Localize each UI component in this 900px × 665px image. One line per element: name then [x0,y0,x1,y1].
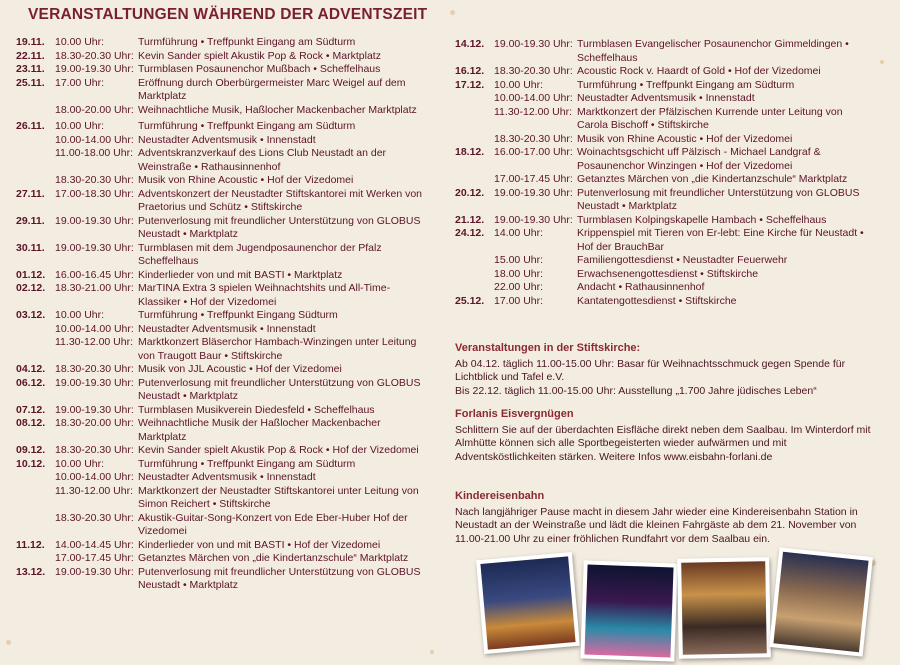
event-time: 10.00 Uhr: [55,120,105,132]
event-time: 17.00-18.30 Uhr: [55,187,134,200]
event-entry [455,295,875,309]
event-description: Neustadter Adventsmusik • Innenstadt [138,471,316,483]
event-date: 30.11. [16,241,45,254]
event-time: 18.30-20.30 Uhr: [55,363,134,375]
event-time: 10.00 Uhr: [55,457,105,470]
event-time: 10.00 Uhr: [494,78,544,91]
event-entry [16,147,428,174]
event-time: 10.00-14.00 Uhr: [55,471,134,483]
stiftskirche-line-2: Bis 22.12. täglich 11.00-15.00 Uhr: Ausstellung „1.700 Jahre jüdisches Leben“ [455,384,817,397]
event-entry [16,104,428,118]
event-description: Adventskonzert der Neustadter Stiftskantorei mit Werken von Praetorius und Schütz • Stiftskirche [138,187,423,213]
sparkle-decoration [880,60,884,64]
event-date: 09.12. [16,444,46,456]
event-date: 13.12. [16,565,46,578]
event-date [455,133,494,147]
event-list-left [16,36,428,593]
event-entry [16,512,428,539]
event-date [16,471,55,485]
event-description: Neustadter Adventsmusik • Innenstadt [138,133,316,146]
event-description: Eröffnung durch Oberbürgermeister Marc Weigel auf dem Marktplatz [138,76,406,102]
event-entry [455,214,875,228]
event-description: Kinderlieder von und mit BASTI • Marktplatz [138,268,343,281]
event-date: 01.12. [16,268,46,281]
event-date [16,104,55,118]
event-date [455,92,494,106]
event-time: 22.00 Uhr: [494,281,544,293]
event-time: 19.00-19.30 Uhr: [55,565,134,578]
event-entry [16,269,428,283]
event-time: 18.30-20.30 Uhr: [55,49,134,62]
event-date: 11.12. [16,538,45,551]
page-title: VERANSTALTUNGEN WÄHREND DER ADVENTSZEIT [28,6,428,23]
event-entry [16,134,428,148]
event-entry [16,63,428,77]
event-date: 02.12. [16,282,46,294]
event-description: Kevin Sander spielt Akustik Pop & Rock • Marktplatz [138,49,381,62]
event-time: 18.00 Uhr: [494,267,544,280]
event-entry [455,133,875,147]
event-entry [455,79,875,93]
event-time: 19.00-19.30 Uhr: [494,213,573,226]
event-entry [16,417,428,444]
sparkle-decoration [430,650,434,654]
event-description: Acoustic Rock v. Haardt of Gold • Hof der Vizedomei [577,65,821,77]
event-list-right [455,38,875,308]
event-description: Marktkonzert der Neustadter Stiftskantorei unter Leitung von Simon Reichert • Stiftskirche [138,484,419,510]
event-date: 17.12. [455,78,485,91]
event-date: 06.12. [16,376,46,389]
event-time: 14.00 Uhr: [494,227,544,239]
event-entry [455,268,875,282]
event-description: Musik von Rhine Acoustic • Hof der Vizedomei [577,132,793,145]
event-date: 03.12. [16,309,46,321]
kindereisenbahn-body: Nach langjähriger Pause macht in diesem Jahr wieder eine Kindereisenbahn Station in Neustadt an der Weinstraße und lädt die kleinen Fahrgäste ab dem 21. November von 11.00-21.00 Uhr zu einer fröhlichen Rundfahrt vor dem Saalbau ein. [455,505,858,545]
event-entry [16,50,428,64]
event-time: 17.00 Uhr: [55,76,105,89]
event-entry [455,187,875,214]
event-entry [16,539,428,553]
event-time: 19.00-19.30 Uhr: [494,186,573,199]
event-date: 21.12. [455,213,485,226]
event-date: 16.12. [455,65,485,77]
event-description: MarTINA Extra 3 spielen Weihnachtshits und All-Time-Klassiker • Hof der Vizedomei [138,282,391,308]
event-description: Putenverlosung mit freundlicher Unterstützung von GLOBUS Neustadt • Marktplatz [577,186,860,212]
event-time: 18.30-20.00 Uhr: [55,417,134,429]
event-date [16,134,55,148]
event-date [455,106,494,133]
event-description: Woinachtsgschicht uff Pälzisch - Michael Landgraf & Posaunenchor Winzingen • Hof der Vizedomei [577,146,821,172]
event-time: 18.30-20.30 Uhr: [494,65,573,77]
event-date: 10.12. [16,457,46,470]
event-entry [16,323,428,337]
event-date [16,147,55,174]
event-time: 17.00 Uhr: [494,294,544,307]
event-entry [16,174,428,188]
event-entry [16,444,428,458]
event-date [16,323,55,337]
event-entry [455,173,875,187]
event-entry [455,227,875,254]
event-date: 24.12. [455,227,485,239]
event-time: 10.00-14.00 Uhr: [55,133,134,146]
event-description: Kevin Sander spielt Akustik Pop & Rock • Hof der Vizedomei [138,444,419,456]
event-date [455,268,494,282]
event-time: 11.30-12.00 Uhr: [55,336,134,348]
event-time: 19.00-19.30 Uhr: [55,241,134,254]
event-date: 23.11. [16,63,45,75]
event-entry [16,77,428,104]
eisvergnuegen-heading: Forlanis Eisvergnügen [455,408,574,420]
event-entry [16,242,428,269]
event-entry [16,282,428,309]
event-date: 25.12. [455,294,485,307]
event-description: Neustadter Adventsmusik • Innenstadt [138,322,316,335]
event-entry [455,92,875,106]
event-date [455,254,494,268]
event-description: Kantatengottesdienst • Stiftskirche [577,294,737,307]
event-description: Kinderlieder von und mit BASTI • Hof der Vizedomei [138,538,381,551]
event-entry [16,36,428,50]
event-time: 16.00-17.00 Uhr: [494,146,573,158]
event-date [16,485,55,512]
stiftskirche-section [455,342,875,398]
event-date: 26.11. [16,120,45,132]
event-entry [16,552,428,566]
event-description: Marktkonzert der Pfälzischen Kurrende unter Leitung von Carola Bischoff • Stiftskirche [577,105,843,131]
event-date [16,174,55,188]
event-time: 10.00 Uhr: [55,309,105,321]
event-description: Erwachsenengottesdienst • Stiftskirche [577,267,759,280]
event-description: Turmblasen Kolpingskapelle Hambach • Scheffelhaus [577,213,827,226]
event-date [455,173,494,187]
event-description: Turmblasen Evangelischer Posaunenchor Gimmeldingen • Scheffelhaus [577,38,849,64]
event-date [455,281,494,295]
event-entry [16,377,428,404]
photo-half-timbered-houses [769,547,873,656]
event-entry [455,281,875,295]
event-date: 22.11. [16,49,45,62]
event-entry [455,38,875,65]
event-time: 10.00 Uhr: [55,36,105,48]
photo-people-market [677,557,771,659]
event-entry [455,254,875,268]
event-time: 15.00 Uhr: [494,254,544,266]
event-description: Turmführung • Treffpunkt Eingang am Südturm [577,78,795,91]
event-time: 17.00-17.45 Uhr: [55,552,134,564]
event-time: 17.00-17.45 Uhr: [494,173,573,185]
eisvergnuegen-section [455,408,875,464]
event-description: Turmführung • Treffpunkt Eingang am Südturm [138,120,356,132]
event-time: 19.00-19.30 Uhr: [55,63,134,75]
event-description: Turmführung • Treffpunkt Eingang Südturm [138,309,338,321]
event-entry [16,120,428,134]
event-description: Turmblasen Musikverein Diedesfeld • Scheffelhaus [138,403,375,416]
event-description: Neustadter Adventsmusik • Innenstadt [577,92,755,104]
event-entry [16,566,428,593]
event-description: Krippenspiel mit Tieren von Er-lebt: Eine Kirche für Neustadt • Hof der BrauchBar [577,227,864,253]
event-entry [455,106,875,133]
event-time: 18.30-20.30 Uhr: [55,511,134,524]
event-description: Turmführung • Treffpunkt Eingang am Südturm [138,457,356,470]
event-time: 18.30-21.00 Uhr: [55,282,134,294]
event-entry [16,215,428,242]
event-date: 20.12. [455,186,485,199]
event-date: 27.11. [16,187,45,200]
kindereisenbahn-heading: Kindereisenbahn [455,490,545,502]
event-entry [16,336,428,363]
event-time: 18.00-20.00 Uhr: [55,103,134,116]
event-description: Turmblasen mit dem Jugendposaunenchor der Pfalz Scheffelhaus [138,241,382,267]
event-description: Musik von Rhine Acoustic • Hof der Vizedomei [138,174,354,186]
stiftskirche-line-1: Ab 04.12. täglich 11.00-15.00 Uhr: Basar für Weihnachtsschmuck gegen Spende für Lichtblick und Tafel e.V. [455,357,846,383]
event-date: 14.12. [455,38,485,50]
event-description: Akustik-Guitar-Song-Konzert von Ede Eber-Huber Hof der Vizedomei [138,511,408,537]
event-description: Turmblasen Posaunenchor Mußbach • Scheffelhaus [138,63,381,75]
photo-market-lights [580,560,677,661]
event-entry [16,404,428,418]
event-description: Familiengottesdienst • Neustadter Feuerwehr [577,254,788,266]
event-entry [16,458,428,472]
event-entry [16,485,428,512]
event-date: 19.11. [16,36,45,48]
event-entry [16,471,428,485]
event-description: Getanztes Märchen von „die Kindertanzschule“ Marktplatz [138,552,409,564]
stiftskirche-heading: Veranstaltungen in der Stiftskirche: [455,342,641,354]
event-description: Musik von JJL Acoustic • Hof der Vizedomei [138,363,342,375]
event-date: 18.12. [455,146,485,158]
event-date [16,552,55,566]
event-date [16,512,55,539]
event-entry [16,188,428,215]
event-description: Andacht • Rathausinnenhof [577,281,705,293]
photo-collage [478,548,878,665]
event-time: 18.30-20.30 Uhr: [494,132,573,145]
event-date: 29.11. [16,214,45,227]
event-date [16,336,55,363]
event-time: 14.00-14.45 Uhr: [55,538,134,551]
event-description: Weihnachtliche Musik, Haßlocher Mackenbacher Marktplatz [138,103,417,116]
event-time: 11.30-12.00 Uhr: [494,105,573,118]
event-description: Weihnachtliche Musik der Haßlocher Mackenbacher Marktplatz [138,417,381,443]
event-description: Putenverlosung mit freundlicher Unterstützung von GLOBUS Neustadt • Marktplatz [138,565,421,591]
event-description: Marktkonzert Bläserchor Hambach-Winzingen unter Leitung von Traugott Baur • Stiftskirche [138,336,417,362]
event-time: 19.00-19.30 Uhr: [494,38,573,50]
kindereisenbahn-section [455,490,875,546]
eisvergnuegen-body: Schlittern Sie auf der überdachten Eisfläche direkt neben dem Saalbau. Im Winterdorf mit Almhütte können sich alle Sportbegeisterten wieder aufwärmen und mit Adventsköstlichkeiten stärken. Weitere Infos www.eisbahn-forlani.de [455,423,871,463]
photo-church-night [476,552,580,654]
event-date: 07.12. [16,403,46,416]
event-time: 19.00-19.30 Uhr: [55,214,134,227]
event-time: 16.00-16.45 Uhr: [55,268,134,281]
event-description: Putenverlosung mit freundlicher Unterstützung von GLOBUS Neustadt • Marktplatz [138,376,421,402]
event-time: 10.00-14.00 Uhr: [55,322,134,335]
event-description: Adventskranzverkauf des Lions Club Neustadt an der Weinstraße • Rathausinnenhof [138,147,387,173]
event-description: Turmführung • Treffpunkt Eingang am Südturm [138,36,356,48]
event-date: 04.12. [16,363,46,375]
sparkle-decoration [6,640,11,645]
event-time: 11.30-12.00 Uhr: [55,484,134,497]
event-time: 10.00-14.00 Uhr: [494,92,573,104]
event-time: 18.30-20.30 Uhr: [55,174,134,186]
event-entry [455,65,875,79]
event-time: 11.00-18.00 Uhr: [55,147,134,159]
event-description: Putenverlosung mit freundlicher Unterstützung von GLOBUS Neustadt • Marktplatz [138,214,421,240]
event-entry [455,146,875,173]
event-date: 08.12. [16,417,46,429]
event-description: Getanztes Märchen von „die Kindertanzschule“ Marktplatz [577,173,848,185]
event-time: 19.00-19.30 Uhr: [55,403,134,416]
event-date: 25.11. [16,76,45,89]
event-entry [16,363,428,377]
event-time: 19.00-19.30 Uhr: [55,376,134,389]
event-time: 18.30-20.30 Uhr: [55,444,134,456]
sparkle-decoration [450,10,455,15]
event-entry [16,309,428,323]
